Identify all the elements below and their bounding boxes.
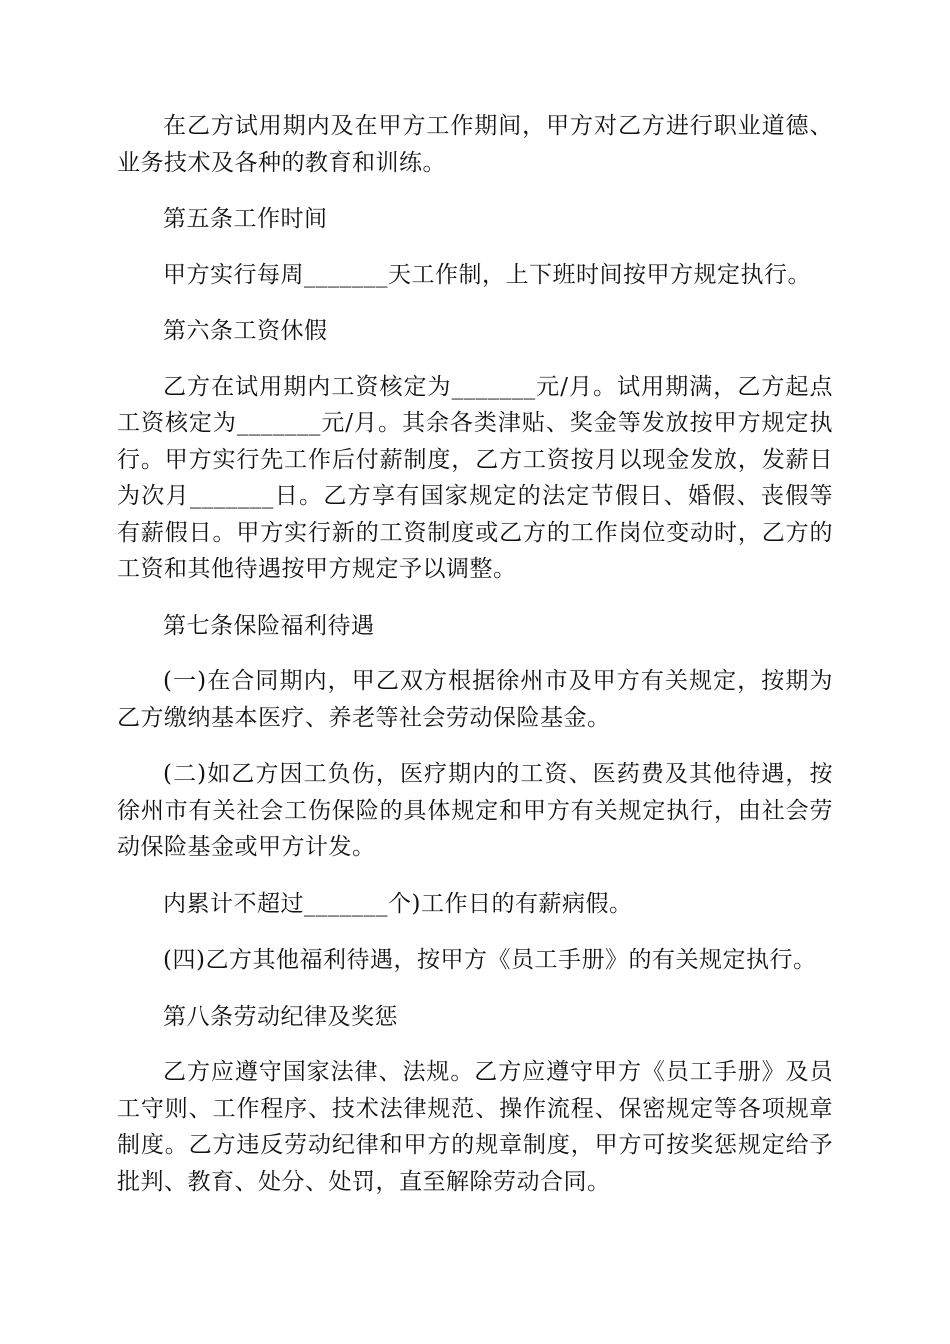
paragraph-wages: 乙方在试用期内工资核定为_______元/月。试用期满，乙方起点工资核定为_______元/月。其余各类津贴、奖金等发放按甲方规定执行。甲方实行先工作后付薪制度，乙方工资按月以现金发放，发薪日为次月_______日。乙方享有国家规定的法定节假日、婚假、丧假等有薪假日。甲方实行新的工资制度或乙方的工作岗位变动时，乙方的工资和其他待遇按甲方规定予以调整。: [117, 373, 833, 582]
heading-article-8: 第八条劳动纪律及奖惩: [163, 1003, 398, 1030]
paragraph-training: 在乙方试用期内及在甲方工作期间，甲方对乙方进行职业道德、业务技术及各种的教育和训练。: [117, 113, 833, 176]
heading-article-6: 第六条工资休假: [163, 318, 328, 344]
paragraph-insurance-4: (四)乙方其他福利待遇，按甲方《员工手册》的有关规定执行。: [163, 947, 817, 973]
document-page: [117, 108, 833, 1220]
paragraph-discipline: 乙方应遵守国家法律、法规。乙方应遵守甲方《员工手册》及员工守则、工作程序、技术法律规范、操作流程、保密规定等各项规章制度。乙方违反劳动纪律和甲方的规章制度，甲方可按奖惩规定给予批判、教育、处分、处罚，直至解除劳动合同。: [117, 1059, 833, 1195]
paragraph-sick-leave: 内累计不超过_______个)工作日的有薪病假。: [163, 890, 633, 917]
heading-article-5: 第五条工作时间: [163, 206, 328, 232]
heading-article-7: 第七条保险福利待遇: [163, 612, 375, 639]
paragraph-insurance-2: (二)如乙方因工负伤，医疗期内的工资、医药费及其他待遇，按徐州市有关社会工伤保险的具体规定和甲方有关规定执行，由社会劳动保险基金或甲方计发。: [117, 761, 833, 860]
paragraph-insurance-1: (一)在合同期内，甲乙双方根据徐州市及甲方有关规定，按期为乙方缴纳基本医疗、养老等社会劳动保险基金。: [117, 668, 833, 731]
paragraph-work-schedule: 甲方实行每周_______天工作制，上下班时间按甲方规定执行。: [163, 261, 811, 288]
